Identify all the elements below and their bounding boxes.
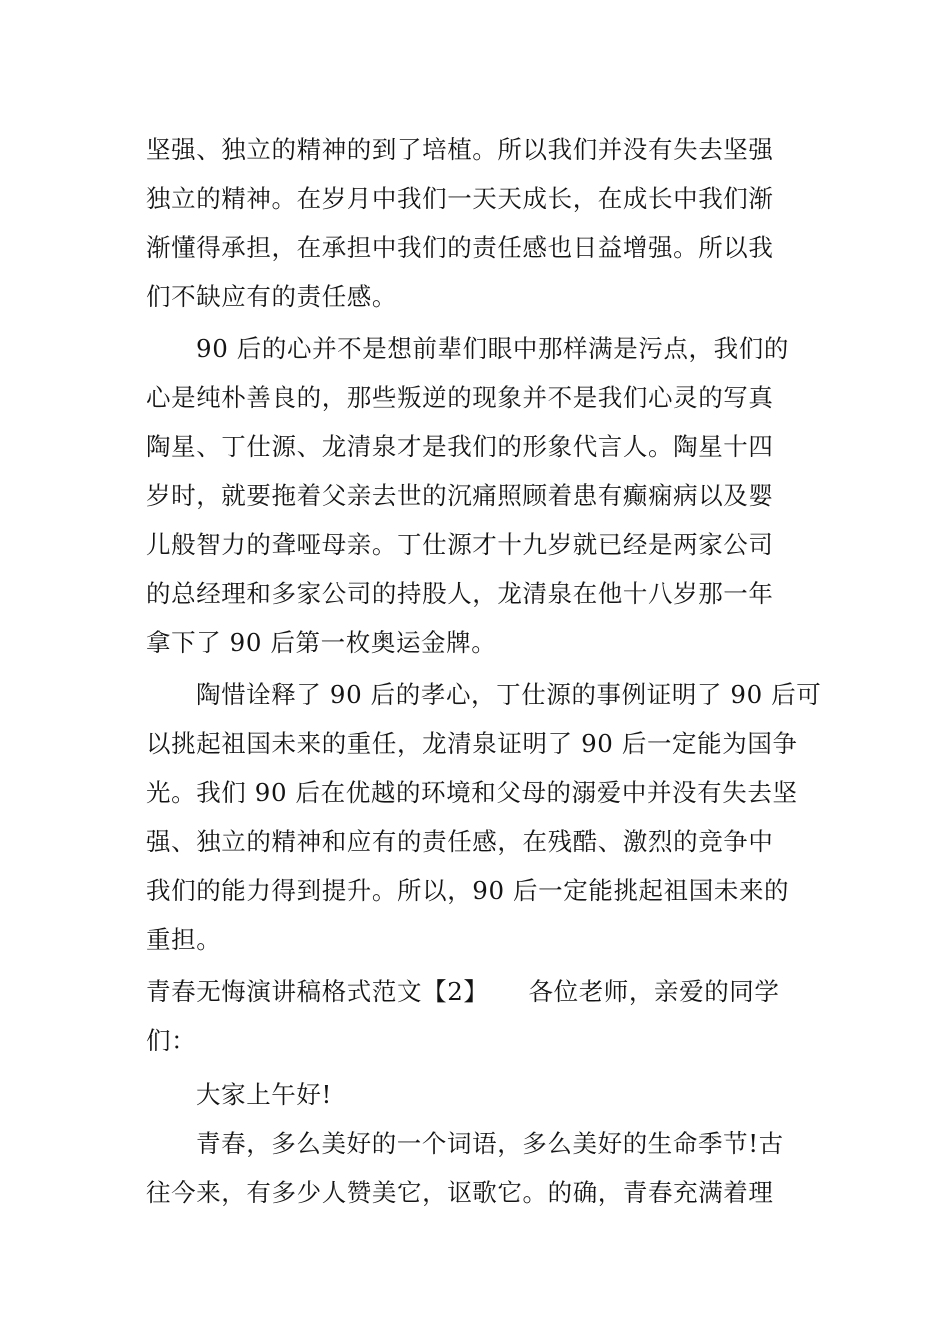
section-heading-line: [146, 972, 780, 1012]
text-line: 光。我们 90 后在优越的环境和父母的溺爱中并没有失去坚: [146, 778, 798, 807]
text-line: 青春，多么美好的一个词语，多么美好的生命季节!古: [196, 1129, 784, 1158]
text-line: 强、独立的精神和应有的责任感，在残酷、激烈的竞争中: [146, 827, 774, 856]
text-line: 我们的能力得到提升。所以，90 后一定能挑起祖国未来的: [146, 876, 790, 905]
text-line: 岁时，就要拖着父亲去世的沉痛照顾着患有癫痫病以及婴: [146, 481, 774, 510]
text-line: 儿般智力的聋哑母亲。丁仕源才十九岁就已经是两家公司: [146, 530, 774, 559]
greeting: 大家上午好!: [196, 1080, 332, 1109]
text-line: 坚强、独立的精神的到了培植。所以我们并没有失去坚强: [146, 135, 774, 164]
text-line: 陶星、丁仕源、龙清泉才是我们的形象代言人。陶星十四: [146, 432, 774, 461]
text-line: 陶惜诠释了 90 后的孝心，丁仕源的事例证明了 90 后可: [196, 680, 822, 709]
text-line: 独立的精神。在岁月中我们一天天成长，在成长中我们渐: [146, 184, 774, 213]
text-line: 拿下了 90 后第一枚奥运金牌。: [146, 628, 497, 657]
salutation-continued: 们：: [146, 1026, 197, 1055]
text-line: 的总经理和多家公司的持股人，龙清泉在他十八岁那一年: [146, 579, 774, 608]
text-line: 们不缺应有的责任感。: [146, 282, 397, 311]
text-line: 90 后的心并不是想前辈们眼中那样满是污点，我们的: [196, 334, 789, 363]
section-title: 青春无悔演讲稿格式范文【2】: [146, 977, 489, 1006]
text-line: 以挑起祖国未来的重任，龙清泉证明了 90 后一定能为国争: [146, 729, 798, 758]
text-line: 重担。: [146, 925, 222, 954]
text-line: 往今来，有多少人赞美它，讴歌它。的确，青春充满着理: [146, 1178, 774, 1207]
text-line: 心是纯朴善良的，那些叛逆的现象并不是我们心灵的写真: [146, 383, 774, 412]
text-line: 渐懂得承担，在承担中我们的责任感也日益增强。所以我: [146, 233, 774, 262]
salutation: 各位老师，亲爱的同学: [528, 977, 780, 1006]
